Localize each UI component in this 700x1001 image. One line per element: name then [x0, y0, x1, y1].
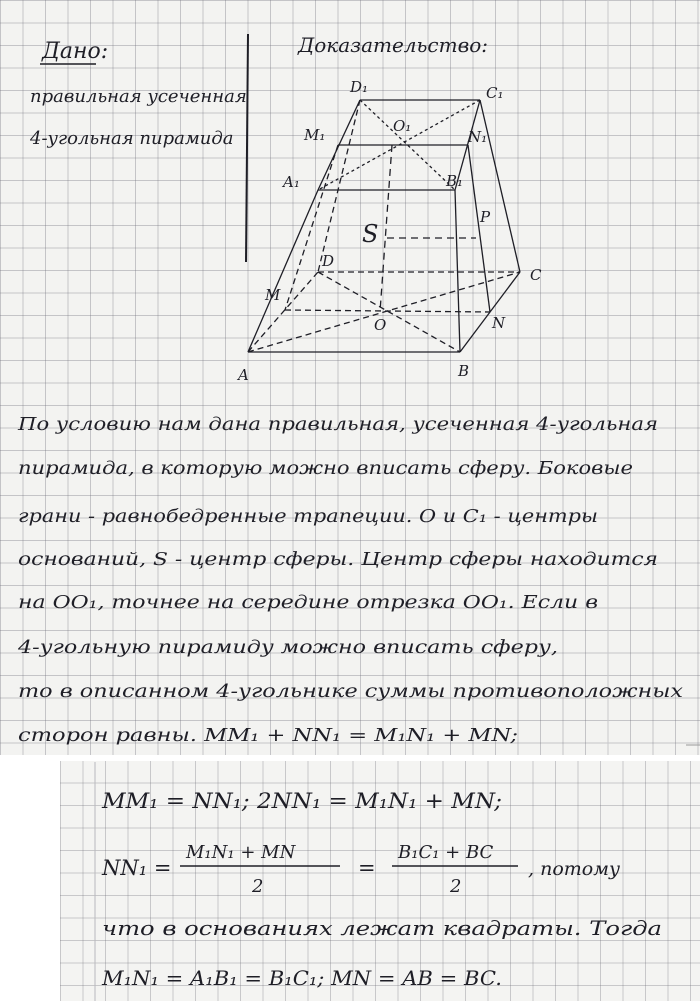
label-O: O	[374, 316, 387, 334]
label-D: D	[322, 252, 335, 270]
label-P: P	[480, 208, 491, 226]
given-line-1: правильная усеченная	[30, 86, 247, 107]
label-C1: C₁	[486, 84, 504, 102]
continuation-line-4: M₁N₁ = A₁B₁ = B₁C₁; MN = AB = BC.	[100, 966, 502, 990]
label-S: S	[362, 220, 379, 248]
figure-labels	[236, 78, 542, 384]
body-line-1: По условию нам дана правильная, усеченная 4-угольная	[16, 415, 659, 435]
label-A: A	[238, 366, 249, 384]
continuation-eq-2-equals: =	[358, 856, 376, 880]
label-M1: M₁	[304, 126, 326, 144]
body-line-7: то в описанном 4-угольнике суммы противоположных	[18, 682, 684, 702]
fraction-1-numerator: M₁N₁ + MN	[186, 842, 296, 863]
body-line-4: оснований, S - центр сферы. Центр сферы находится	[18, 550, 658, 570]
label-D1: D₁	[350, 78, 369, 96]
proof-heading: Доказательство:	[298, 33, 489, 57]
label-M: M	[265, 286, 281, 304]
label-B: B	[458, 362, 470, 380]
label-C: C	[530, 266, 542, 284]
apothem-MM1	[285, 145, 338, 310]
body-line-6: 4-угольную пирамиду можно вписать сферу,	[16, 638, 559, 658]
continuation-block	[101, 789, 662, 990]
given-line-2: 4-угольная пирамида	[30, 128, 234, 149]
fraction-2-denominator: 2	[450, 876, 462, 897]
fraction-2-numerator: B₁C₁ + BC	[398, 842, 494, 863]
fraction-1-denominator: 2	[252, 876, 264, 897]
edge-B1B	[455, 190, 460, 352]
page-gap	[0, 755, 700, 761]
label-N: N	[492, 314, 506, 332]
continuation-eq-2-lhs: NN₁ =	[102, 856, 172, 880]
body-line-3: грани - равнобедренные трапеции. O и C₁ - центры	[18, 507, 598, 527]
label-O1: O₁	[393, 117, 412, 135]
edge-C1C	[480, 100, 520, 272]
continuation-line-3: что в основаниях лежат квадраты. Тогда	[102, 917, 662, 940]
continuation-eq-1: MM₁ = NN₁; 2NN₁ = M₁N₁ + MN;	[100, 789, 503, 813]
proof-body	[17, 415, 683, 746]
body-line-8: сторон равны. MM₁ + NN₁ = M₁N₁ + MN;	[18, 726, 518, 746]
given-divider-line	[246, 34, 248, 262]
edge-AD	[248, 272, 318, 352]
label-A1: A₁	[283, 173, 300, 191]
label-B1: B₁	[446, 172, 464, 190]
axis-OO1	[380, 145, 392, 312]
given-heading: Дано:	[42, 39, 109, 64]
label-N1: N₁	[468, 128, 488, 146]
edge-A1A	[248, 190, 318, 352]
continuation-eq-2-tail: , потому	[528, 858, 620, 880]
body-line-2: пирамида, в которую можно вписать сферу. Боковые	[18, 459, 633, 479]
body-line-5: на OO₁, точнее на середине отрезка OO₁. Если в	[18, 593, 598, 613]
